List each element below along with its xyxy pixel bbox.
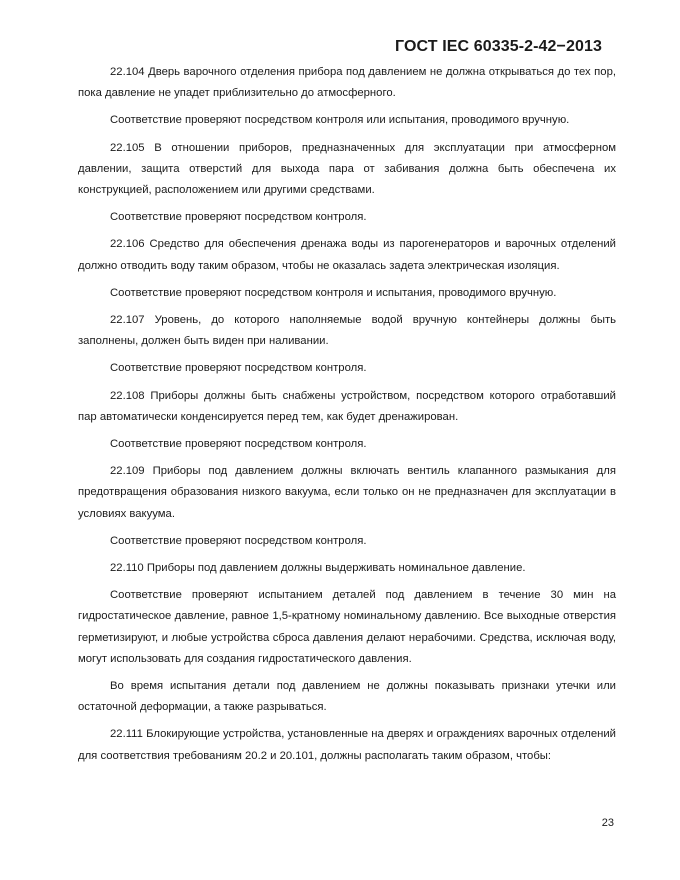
paragraph-22-110: 22.110 Приборы под давлением должны выдерживать номинальное давление. [110,562,526,575]
paragraph-22-108: 22.108 Приборы должны быть снабжены устройством, посредством которого отработавший пар автоматически конденсируется перед тем, как будет дренажирован. [78,389,616,423]
paragraph-compliance: Соответствие проверяют посредством контроля. [110,362,367,375]
paragraph-compliance: Соответствие проверяют посредством контроля. [110,211,367,224]
paragraph-22-111: 22.111 Блокирующие устройства, установленные на дверях и ограждениях варочных отделений для соответствия требованиям 20.2 и 20.101, должны располагать таким образом, чтобы: [78,728,616,762]
paragraph-compliance: Соответствие проверяют посредством контроля и испытания, проводимого вручную. [110,286,557,299]
paragraph-compliance-test: Соответствие проверяют испытанием деталей под давлением в течение 30 мин на гидростатическое давление, равное 1,5-кратному номинальному давлению. Все выходные отверстия герметизируют, и любые устройства сброса давления делают нерабочими. Средства, исключая воду, могут использовать для создания гидростатического давления. [78,589,616,665]
paragraph-compliance: Соответствие проверяют посредством контроля. [110,438,367,451]
standard-code-header: ГОСТ IEC 60335-2-42−2013 [395,38,602,55]
page-number: 23 [601,817,614,829]
document-body [78,62,616,773]
paragraph-22-104: 22.104 Дверь варочного отделения прибора под давлением не должна открываться до тех пор, пока давление не упадет приблизительно до атмосферного. [78,66,616,100]
paragraph-compliance: Соответствие проверяют посредством контроля или испытания, проводимого вручную. [110,114,570,127]
paragraph-compliance: Соответствие проверяют посредством контроля. [110,534,367,547]
paragraph-22-105: 22.105 В отношении приборов, предназначенных для эксплуатации при атмосферном давлении, защита отверстий для выхода пара от забивания должна быть обеспечена их конструкцией, расположением или другими средствами. [78,141,616,197]
paragraph-22-106: 22.106 Средство для обеспечения дренажа воды из парогенераторов и варочных отделений должно отводить воду таким образом, чтобы не оказалась задета электрическая изоляция. [78,238,616,272]
paragraph-22-107: 22.107 Уровень, до которого наполняемые водой вручную контейнеры должны быть заполнены, должен быть виден при наливании. [78,314,616,348]
paragraph-test-condition: Во время испытания детали под давлением не должны показывать признаки утечки или остаточной деформации, а также разрываться. [78,680,616,714]
paragraph-22-109: 22.109 Приборы под давлением должны включать вентиль клапанного размыкания для предотвращения образования низкого вакуума, если только он не предназначен для эксплуатации в условиях вакуума. [78,465,616,520]
